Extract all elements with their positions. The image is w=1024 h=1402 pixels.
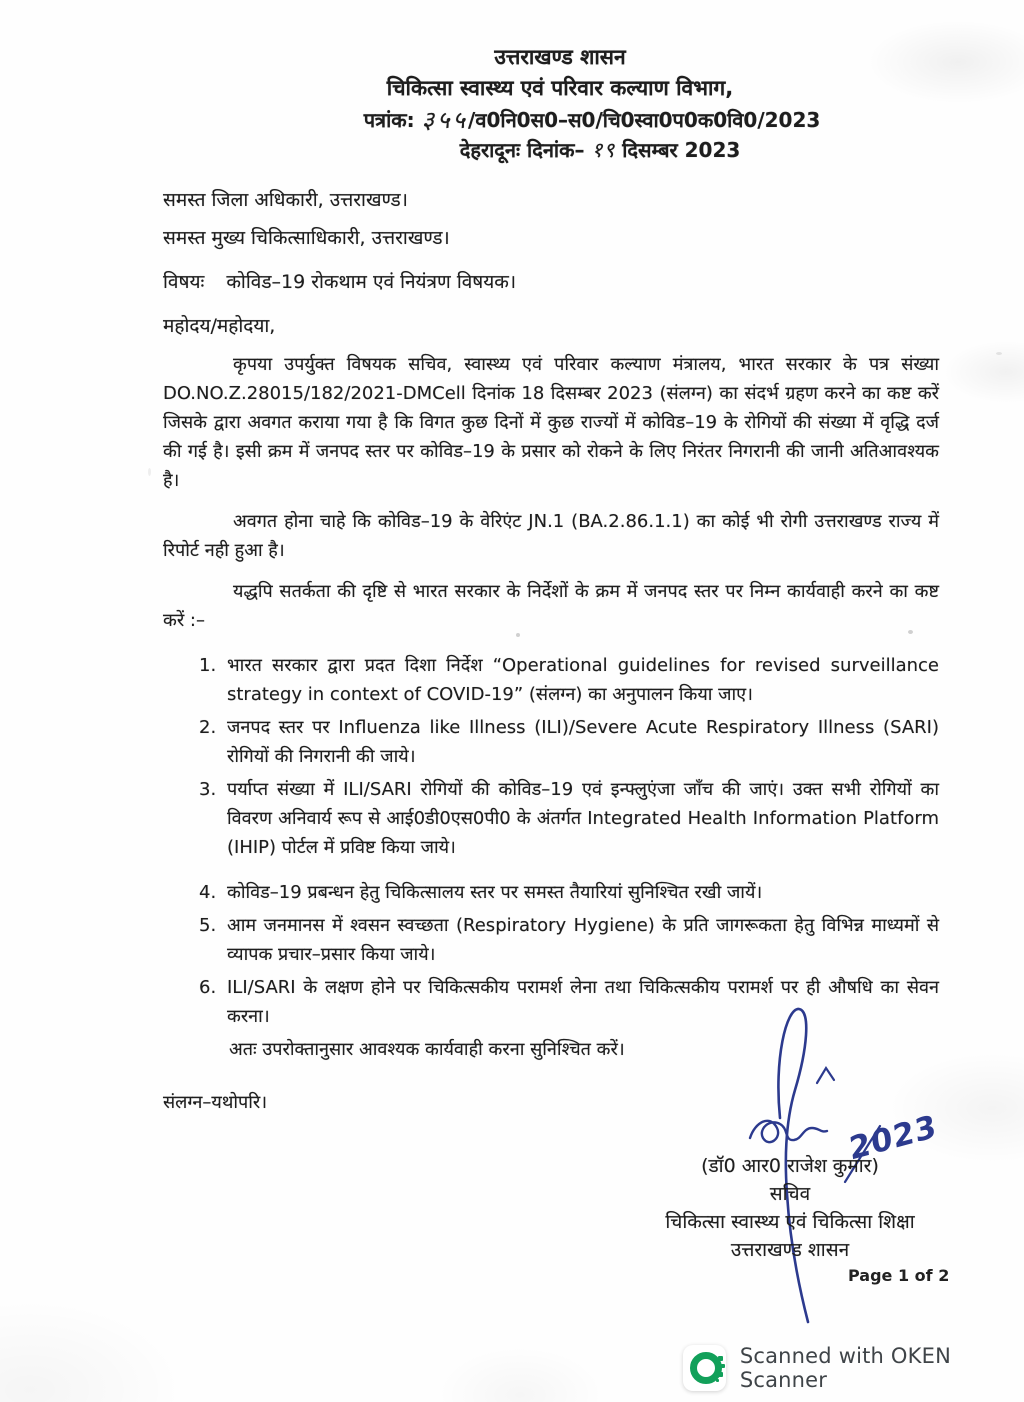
letter-body (163, 350, 939, 1117)
list-item (199, 775, 939, 862)
signatory-department: चिकित्सा स्वास्थ्य एवं चिकित्सा शिक्षा (665, 1211, 915, 1233)
item-text: पर्याप्त संख्या में ILI/SARI रोगियों की कोविड–19 एवं इन्फ्लुएंजा जाँच की जाएं। उक्त सभी रोगियों का विवरण अनिवार्य रूप से आई0डी0एस0पी0 के अंतर्गत Integrated Health Information Platform (IHIP) पोर्टल में प्रविष्ट किया जाये। (227, 779, 939, 858)
paragraph-3: यद्धपि सतर्कता की दृष्टि से भारत सरकार के निर्देशों के क्रम में जनपद स्तर पर निम्न कार्यवाही करने का कष्ट करें :– (163, 581, 939, 631)
scan-artifact (996, 352, 1002, 355)
oken-dot-icon (718, 1372, 723, 1377)
paragraph-2: अवगत होना चाहे कि कोविड–19 के वेरिएंट JN.1 (BA.2.86.1.1) का कोई भी रोगी उत्तराखण्ड राज्य में रिपोर्ट नही हुआ है। (163, 511, 939, 561)
paragraph-1: कृपया उपर्युक्त विषयक सचिव, स्वास्थ्य एवं परिवार कल्याण मंत्रालय, भारत सरकार के पत्र संख्या DO.NO.Z.28015/182/2021-DMCell दिनांक 18 दिसम्बर 2023 (संलग्न) का संदर्भ ग्रहण करने का कष्ट करें जिसके द्वारा अवगत कराया गया है कि विगत कुछ दिनों में कुछ राज्यों में कोविड–19 के रोगियों की संख्या में वृद्धि दर्ज की गई है। इसी क्रम में जनपद स्तर पर कोविड–19 के प्रसार को रोकने के लिए निरंतर निगरानी की जानी अतिआवश्यक है। (163, 354, 939, 491)
oken-scanner-icon (683, 1345, 726, 1391)
date-suffix: दिसम्बर 2023 (615, 138, 741, 162)
department-name: चिकित्सा स्वास्थ्य एवं परिवार कल्याण विभाग, (386, 76, 734, 100)
enclosure-line: संलग्न–यथोपरि। (163, 1092, 268, 1113)
item-text: जनपद स्तर पर Influenza like Illness (ILI)/Severe Acute Respiratory Illness (SARI) रोगियों की निगरानी की जाये। (227, 717, 939, 767)
item-number: 2. (199, 717, 217, 738)
item-text: कोविड–19 प्रबन्धन हेतु चिकित्सालय स्तर पर समस्त तैयारियां सुनिश्चित रखी जायें। (227, 882, 763, 903)
recipient-line-1: समस्त जिला अधिकारी, उत्तराखण्ड। (163, 189, 408, 211)
list-item (199, 973, 939, 1031)
oken-dot-icon (718, 1356, 723, 1361)
signatory-name: (डॉ0 आर0 राजेश कुमार) (701, 1155, 879, 1177)
ref-suffix: /व0नि0स0–स0/चि0स्वा0प0क0वि0/2023 (468, 108, 821, 132)
ref-number-handwritten: ३५५ (421, 106, 469, 134)
item-number: 6. (199, 977, 217, 998)
item-text: आम जनमानस में श्वसन स्वच्छता (Respiratory Hygiene) के प्रति जागरूकता हेतु विभिन्न माध्यमों से व्यापक प्रचार–प्रसार किया जाये। (227, 915, 939, 965)
subject-text: कोविड–19 रोकथाम एवं नियंत्रण विषयक। (226, 271, 517, 293)
recipient-line-2: समस्त मुख्य चिकित्साधिकारी, उत्तराखण्ड। (163, 227, 450, 249)
place-date-line (130, 135, 1024, 165)
subject-line (163, 268, 516, 294)
salutation: महोदय/महोदया, (163, 315, 276, 337)
item-number: 4. (199, 882, 217, 903)
oken-dot-icon (721, 1364, 725, 1368)
item-number: 1. (199, 655, 217, 676)
date-prefix: देहरादूनः दिनांक– (459, 138, 592, 162)
scan-artifact (908, 630, 913, 634)
scanned-with-text: Scanned with OKEN Scanner (739, 1344, 952, 1392)
list-item (199, 713, 939, 771)
letterhead (90, 42, 1024, 165)
scan-artifact (516, 633, 520, 637)
government-name: उत्तराखण्ड शासन (494, 45, 626, 69)
signature-scribble-stroke (750, 1121, 827, 1142)
item-number: 3. (199, 779, 217, 800)
signature-block (640, 1152, 940, 1264)
closing-line: अतः उपरोक्तानुसार आवश्यक कार्यवाही करना सुनिश्चित करें। (229, 1039, 625, 1060)
signatory-government: उत्तराखण्ड शासन (730, 1239, 850, 1261)
list-item (199, 911, 939, 969)
reference-number-line (122, 104, 1024, 135)
scanner-footer (683, 1344, 1024, 1392)
oken-dot-icon (716, 1379, 719, 1382)
handwritten-year: 2023 (847, 1108, 939, 1168)
item-text: भारत सरकार द्वारा प्रदत दिशा निर्देश “Operational guidelines for revised surveillance strategy in context of COVID-19” (संलग्न) का अनुपालन किया जाए। (227, 655, 939, 705)
list-item (199, 651, 939, 709)
item-text: ILI/SARI के लक्षण होने पर चिकित्सकीय परामर्श लेना तथा चिकित्सकीय परामर्श पर ही औषधि का सेवन करना। (227, 977, 939, 1027)
ref-prefix: पत्रांक: (363, 108, 422, 132)
signatory-designation: सचिव (769, 1183, 811, 1205)
subject-label: विषयः (163, 271, 205, 293)
date-day-handwritten: १९ (591, 138, 616, 162)
scan-artifact (148, 468, 151, 476)
action-items-list (163, 651, 939, 1031)
page-number: Page 1 of 2 (848, 1266, 950, 1285)
list-item (199, 878, 939, 907)
item-number: 5. (199, 915, 217, 936)
